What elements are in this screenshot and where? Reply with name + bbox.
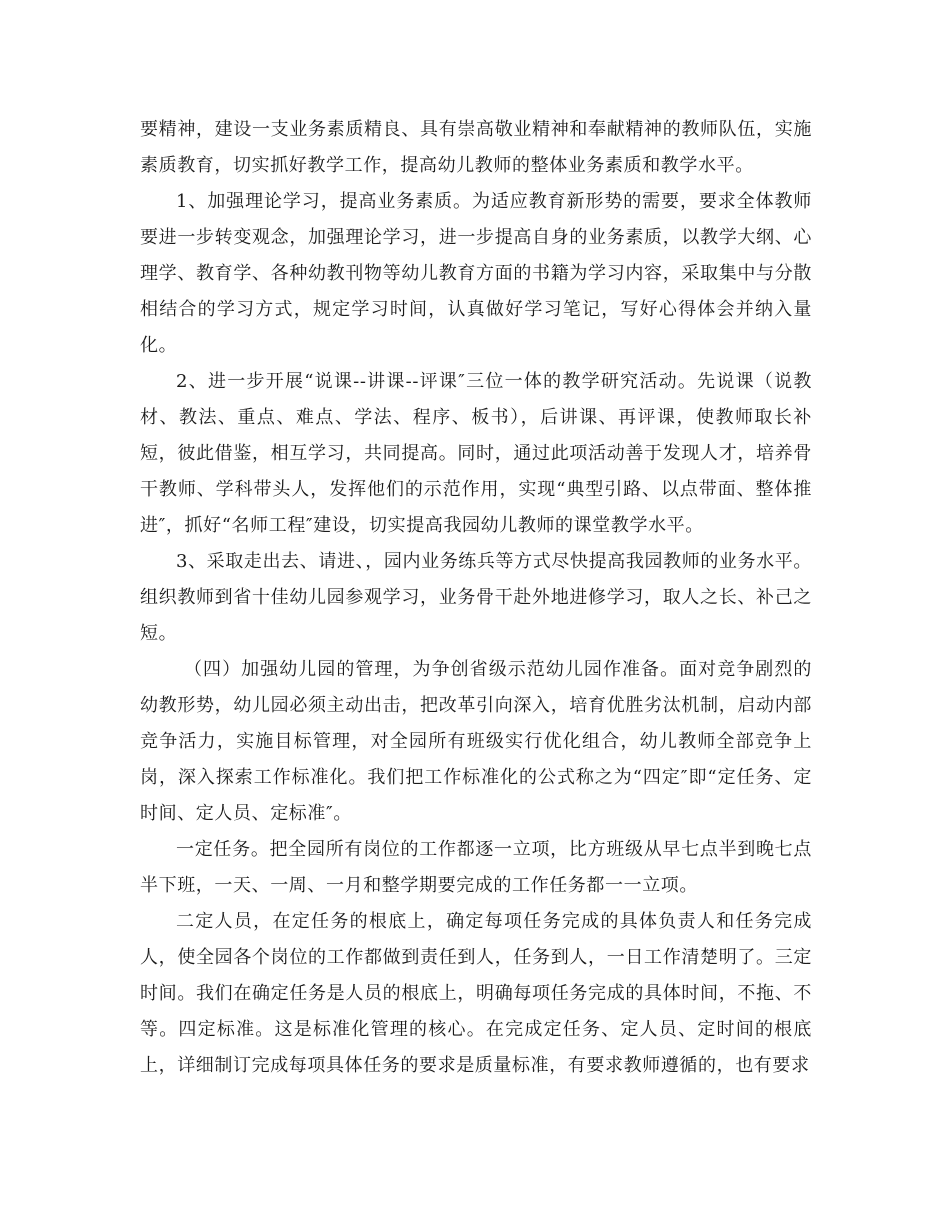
paragraph-section-4: （四）加强幼儿园的管理，为争创省级示范幼儿园作准备。面对竞争剧烈的幼教形势，幼儿园必须主动出击，把改革引向深入，培育优胜劣汰机制，启动内部竞争活力，实施目标管理，对全园所有班级实行优化组合，幼儿教师全部竞争上岗，深入探索工作标准化。我们把工作标准化的公式称之为“四定″即“定任务、定时间、定人员、定标准″。 [140,659,812,824]
paragraph-item-1: 1、加强理论学习，提高业务素质。为适应教育新形势的需要，要求全体教师要进一步转变观念，加强理论学习，进一步提高自身的业务素质，以教学大纲、心理学、教育学、各种幼教刊物等幼儿教育方面的书籍为学习内容，采取集中与分散相结合的学习方式，规定学习时间，认真做好学习笔记，写好心得体会并纳入量化。 [140,191,812,356]
paragraph-item-2: 2、进一步开展“说课--讲课--评课″三位一体的教学研究活动。先说课（说教材、教法、重点、难点、学法、程序、板书），后讲课、再评课，使教师取长补短，彼此借鉴，相互学习，共同提高。同时，通过此项活动善于发现人才，培养骨干教师、学科带头人，发挥他们的示范作用，实现“典型引路、以点带面、整体推进″，抓好“名师工程″建设，切实提高我园幼儿教师的课堂教学水平。 [140,371,812,536]
paragraph-define-staff-time-standard: 二定人员，在定任务的根底上，确定每项任务完成的具体负责人和任务完成人，使全园各个岗位的工作都做到责任到人，任务到人，一日工作清楚明了。三定时间。我们在确定任务是人员的根底上，明确每项任务完成的具体时间，不拖、不等。四定标准。这是标准化管理的核心。在完成定任务、定人员、定时间的根底上，详细制订完成每项具体任务的要求是质量标准，有要求教师遵循的，也有要求 [140,911,812,1076]
paragraph-continuation: 要精神，建设一支业务素质精良、具有崇高敬业精神和奉献精神的教师队伍，实施素质教育，切实抓好教学工作，提高幼儿教师的整体业务素质和教学水平。 [140,119,812,176]
paragraph-define-tasks: 一定任务。把全园所有岗位的工作都逐一立项，比方班级从早七点半到晚七点半下班，一天、一周、一月和整学期要完成的工作任务都一一立项。 [140,839,812,896]
document-body [140,112,812,1084]
paragraph-item-3: 3、采取走出去、请进、，园内业务练兵等方式尽快提高我园教师的业务水平。组织教师到省十佳幼儿园参观学习，业务骨干赴外地进修学习，取人之长、补己之短。 [140,551,812,644]
